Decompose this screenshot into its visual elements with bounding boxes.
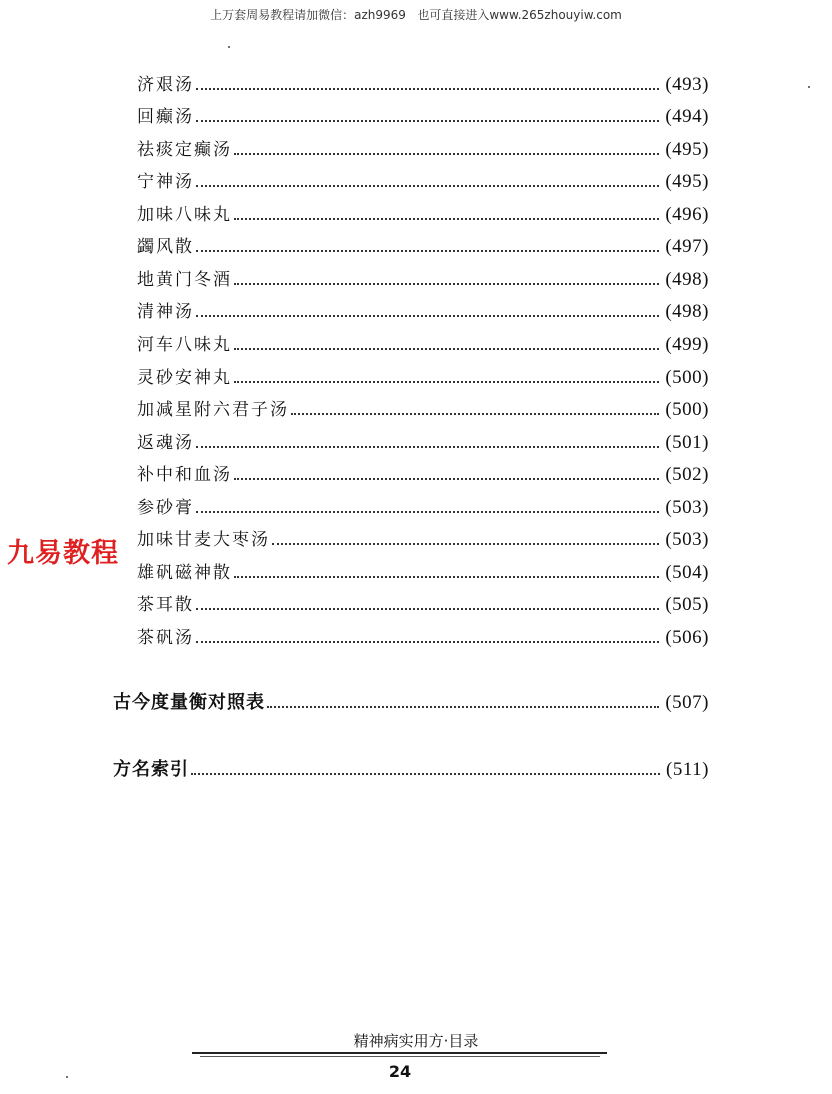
watermark-logo: 九易教程 <box>7 538 119 569</box>
toc-entry-page: (506) <box>665 627 709 648</box>
toc-section <box>113 757 709 781</box>
leader-dots <box>196 641 659 643</box>
leader-dots <box>234 283 659 285</box>
leader-dots <box>196 120 659 122</box>
toc-entry-page: (493) <box>665 74 709 95</box>
toc-entry <box>137 462 709 486</box>
toc-entry-page: (504) <box>665 562 709 583</box>
toc-entry-title: 宁神汤 <box>137 172 194 192</box>
toc-entry-title: 河车八味丸 <box>137 335 232 355</box>
leader-dots <box>196 446 659 448</box>
toc-entry-page: (497) <box>665 236 709 257</box>
leader-dots <box>196 315 659 317</box>
toc-entry <box>137 202 709 226</box>
toc-entry-title: 加味甘麦大枣汤 <box>137 530 270 550</box>
toc-entry-title: 返魂汤 <box>137 433 194 453</box>
toc-entry-title: 蠲风散 <box>137 237 194 257</box>
toc-entry-title: 雄矾磁神散 <box>137 563 232 583</box>
leader-dots <box>196 185 659 187</box>
toc-entry-title: 茶矾汤 <box>137 628 194 648</box>
toc-entry-page: (503) <box>665 529 709 550</box>
toc-entry <box>137 592 709 616</box>
toc-entry-title: 加减星附六君子汤 <box>137 400 289 420</box>
toc-entry <box>137 299 709 323</box>
toc-entry <box>137 397 709 421</box>
leader-dots <box>234 478 659 480</box>
leader-dots <box>267 706 659 708</box>
page-number: 24 <box>388 1062 412 1081</box>
toc-entry-page: (498) <box>665 269 709 290</box>
toc-entry-title: 补中和血汤 <box>137 465 232 485</box>
leader-dots <box>234 218 659 220</box>
toc-entry <box>137 72 709 96</box>
toc-entry-page: (503) <box>665 497 709 518</box>
toc-entry-page: (500) <box>665 367 709 388</box>
toc-entry <box>137 527 709 551</box>
scan-speck <box>228 46 230 48</box>
toc-entry-page: (501) <box>665 432 709 453</box>
leader-dots <box>234 381 659 383</box>
toc-entry-page: (495) <box>665 171 709 192</box>
toc-entry-page: (495) <box>665 139 709 160</box>
toc-entry-page: (494) <box>665 106 709 127</box>
toc-entry-page: (496) <box>665 204 709 225</box>
leader-dots <box>272 543 659 545</box>
toc-entry-title: 济艰汤 <box>137 75 194 95</box>
toc-entry-page: (499) <box>665 334 709 355</box>
leader-dots <box>196 88 659 90</box>
toc-entry-page: (502) <box>665 464 709 485</box>
toc-entry-page: (505) <box>665 594 709 615</box>
toc-section-title: 方名索引 <box>113 759 189 780</box>
leader-dots <box>234 153 659 155</box>
toc-section-page: (507) <box>665 692 709 713</box>
header-watermark-text: 上万套周易教程请加微信：azh9969 也可直接进入www.265zhouyiw.com <box>210 8 622 22</box>
toc-entry <box>137 365 709 389</box>
toc-entry <box>137 332 709 356</box>
toc-entry-page: (500) <box>665 399 709 420</box>
toc-entry <box>137 495 709 519</box>
toc-entry-title: 地黄门冬酒 <box>137 270 232 290</box>
toc-entry-title: 祛痰定癫汤 <box>137 140 232 160</box>
toc-entry-title: 加味八味丸 <box>137 205 232 225</box>
leader-dots <box>196 511 659 513</box>
toc-entry-title: 茶耳散 <box>137 595 194 615</box>
toc-entry <box>137 137 709 161</box>
toc-entry <box>137 234 709 258</box>
toc-entry-title: 清神汤 <box>137 302 194 322</box>
leader-dots <box>234 348 659 350</box>
toc-entry <box>137 560 709 584</box>
leader-dots <box>234 576 659 578</box>
footer-rule-thin <box>200 1056 600 1057</box>
running-footer-title: 精神病实用方·目录 <box>353 1032 479 1050</box>
footer-rule <box>192 1052 607 1054</box>
leader-dots <box>191 773 660 775</box>
leader-dots <box>291 413 659 415</box>
toc-entry-title: 参砂膏 <box>137 498 194 518</box>
toc-entry-title: 回癫汤 <box>137 107 194 127</box>
toc-entry <box>137 104 709 128</box>
toc-entry <box>137 625 709 649</box>
toc-section-page: (511) <box>666 759 709 780</box>
toc-entry-title: 灵砂安神丸 <box>137 368 232 388</box>
toc-section <box>113 690 709 714</box>
toc-section-title: 古今度量衡对照表 <box>113 692 265 713</box>
toc-entry <box>137 169 709 193</box>
toc-entry-page: (498) <box>665 301 709 322</box>
leader-dots <box>196 250 659 252</box>
leader-dots <box>196 608 659 610</box>
scan-speck <box>808 86 810 88</box>
toc-entry <box>137 430 709 454</box>
toc-entry <box>137 267 709 291</box>
